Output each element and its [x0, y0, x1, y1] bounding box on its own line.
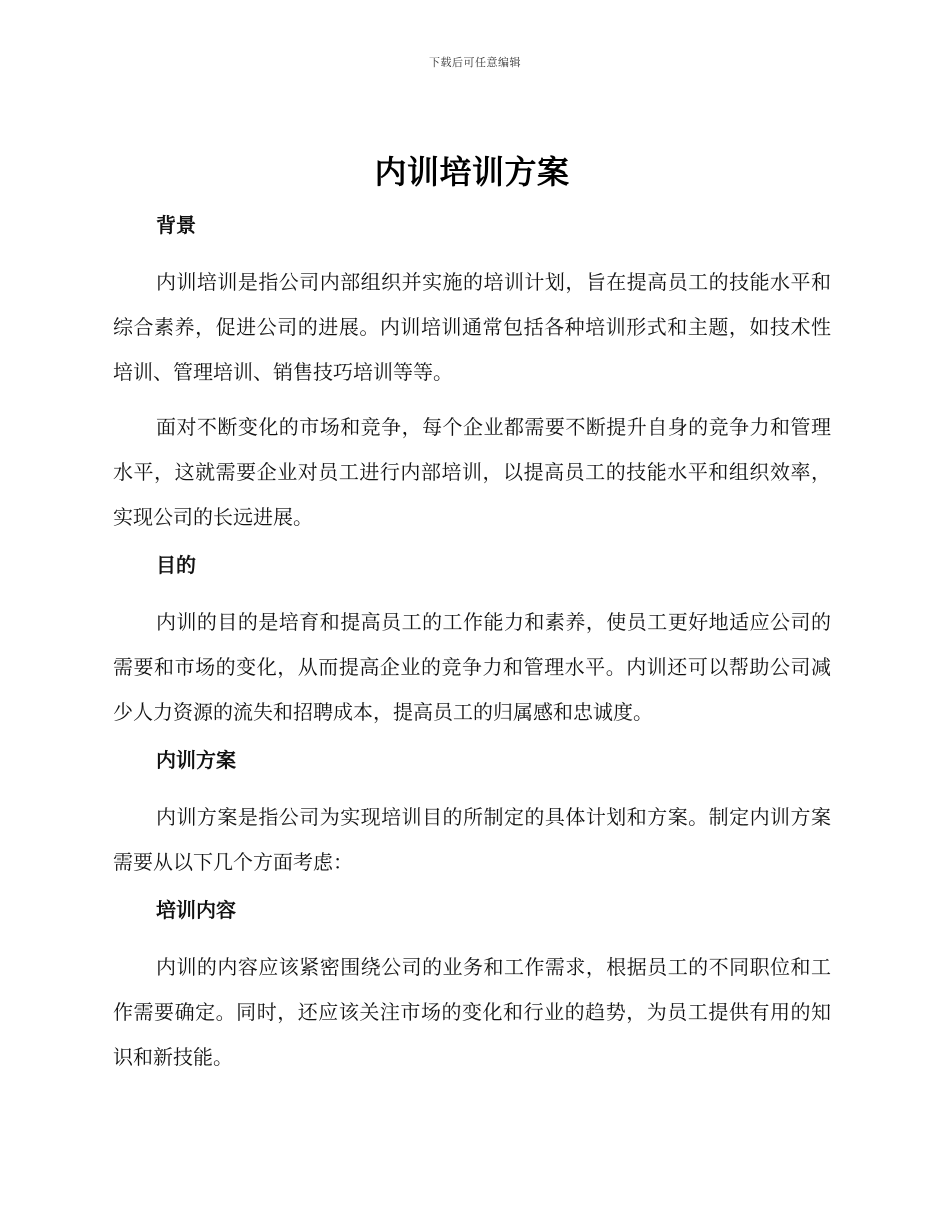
header-note: 下载后可任意编辑: [429, 56, 521, 69]
paragraph: 内训方案是指公司为实现培训目的所制定的具体计划和方案。制定内训方案需要从以下几个方面考虑：: [113, 805, 831, 874]
paragraph: 内训的目的是培育和提高员工的工作能力和素养，使员工更好地适应公司的需要和市场的变化，从而提高企业的竞争力和管理水平。内训还可以帮助公司减少人力资源的流失和招聘成本，提高员工的归属感和忠诚度。: [113, 610, 831, 724]
section-heading-training-content: 培训内容: [156, 898, 236, 922]
paragraph: 内训的内容应该紧密围绕公司的业务和工作需求，根据员工的不同职位和工作需要确定。同时，还应该关注市场的变化和行业的趋势，为员工提供有用的知识和新技能。: [113, 955, 831, 1069]
document-title: 内训培训方案: [374, 153, 570, 191]
section-heading-training-plan: 内训方案: [156, 748, 236, 772]
document-body: [113, 146, 831, 1080]
section-heading-background: 背景: [156, 213, 196, 237]
section-heading-purpose: 目的: [156, 553, 196, 577]
paragraph: 内训培训是指公司内部组织并实施的培训计划，旨在提高员工的技能水平和综合素养，促进公司的进展。内训培训通常包括各种培训形式和主题，如技术性培训、管理培训、销售技巧培训等等。: [113, 270, 831, 384]
paragraph: 面对不断变化的市场和竞争，每个企业都需要不断提升自身的竞争力和管理水平，这就需要企业对员工进行内部培训，以提高员工的技能水平和组织效率，实现公司的长远进展。: [113, 415, 831, 529]
